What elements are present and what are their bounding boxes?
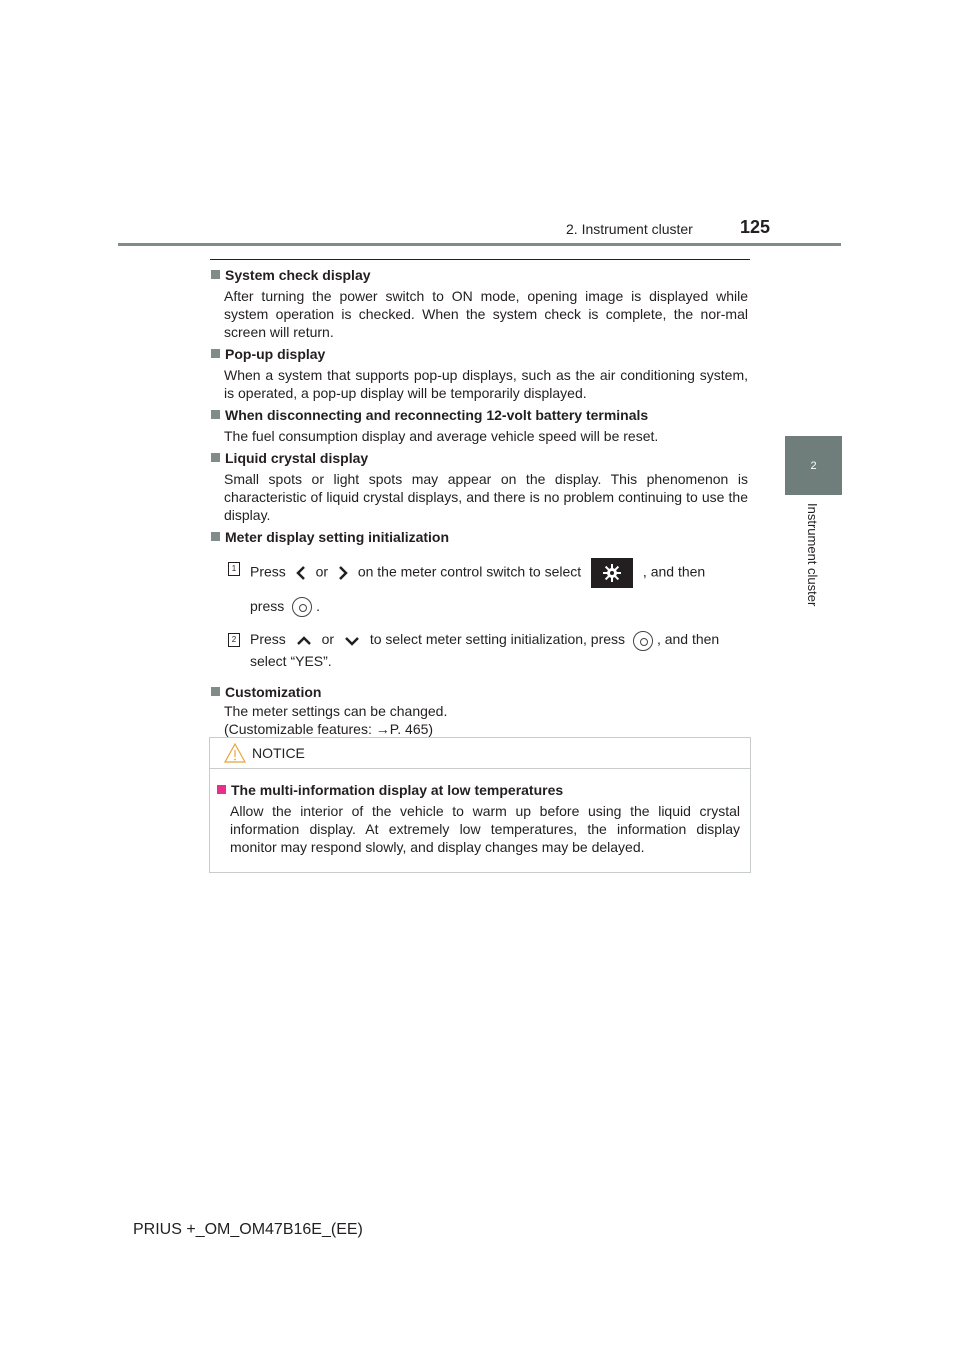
bullet-square-icon [211, 687, 220, 696]
step-2 [228, 629, 748, 670]
page-number: 125 [740, 217, 771, 237]
step-text: select “YES”. [250, 652, 332, 669]
step-1 [228, 558, 748, 617]
chevron-right-icon [338, 566, 348, 580]
step-text: , and then [642, 563, 706, 580]
enter-knob-icon [292, 597, 312, 617]
step-text: on the meter control switch to select [357, 563, 582, 580]
bullet-square-icon [217, 785, 226, 794]
section-body: When a system that supports pop-up displays, such as the air conditioning system, is operated, a pop-up display will be temporarily displayed. [224, 367, 748, 401]
section-heading: Pop-up display [225, 346, 326, 362]
section-battery [210, 406, 748, 445]
notice-header [210, 738, 750, 769]
step-text: . [316, 598, 321, 614]
customization-link[interactable]: (Customizable features: →P. 465) [224, 720, 434, 737]
section-heading: Customization [225, 683, 322, 700]
customization-text: The meter settings can be changed. [224, 702, 448, 719]
section-system-check [210, 266, 748, 341]
bullet-square-icon [211, 270, 220, 279]
notice-body-text: Allow the interior of the vehicle to warm up before using the liquid crystal information display. At extremely low temperatures, the information display monitor may respond slowly, and display changes may be delayed. [230, 803, 740, 855]
header-title: 2. Instrument cluster [566, 221, 693, 237]
chevron-down-icon [344, 636, 360, 646]
chevron-up-icon [296, 636, 312, 646]
chapter-side-label [802, 503, 822, 623]
section-body: After turning the power switch to ON mode, opening image is displayed while system operation is checked. When the system check is complete, the nor-mal screen will return. [224, 288, 748, 340]
section-heading: Liquid crystal display [225, 450, 369, 466]
section-body: Small spots or light spots may appear on the display. This phenomenon is characteristic of liquid crystal displays, and there is no problem continuing to use the display. [224, 471, 748, 523]
step-text: or [321, 631, 335, 648]
settings-gear-icon [591, 558, 633, 588]
bullet-square-icon [211, 410, 220, 419]
bullet-square-icon [211, 453, 220, 462]
chevron-left-icon [296, 566, 306, 580]
section-popup [210, 345, 748, 402]
notice-label: NOTICE [252, 745, 305, 761]
section-body: The fuel consumption display and average vehicle speed will be reset. [224, 428, 659, 444]
bullet-square-icon [211, 532, 220, 541]
footer-doc-id: PRIUS +_OM_OM47B16E_(EE) [133, 1221, 363, 1238]
step-text: Press [250, 563, 286, 580]
main-content [210, 266, 748, 742]
step-number: 1 [228, 562, 240, 576]
step-number: 2 [228, 633, 240, 647]
header-rule [118, 243, 841, 246]
section-meter-init [210, 528, 748, 671]
notice-heading: The multi-information display at low temperatures [231, 782, 564, 798]
bullet-square-icon [211, 349, 220, 358]
step-text: , and then [656, 631, 720, 648]
section-heading: System check display [225, 267, 371, 283]
section-heading: Meter display setting initialization [225, 529, 450, 545]
section-lcd [210, 449, 748, 524]
chapter-tab[interactable] [785, 436, 842, 495]
notice-box [209, 737, 751, 873]
step-text: or [315, 563, 329, 580]
enter-knob-icon [633, 631, 653, 651]
step-text: Press [250, 631, 286, 648]
section-heading: When disconnecting and reconnecting 12-volt battery terminals [225, 407, 649, 423]
section-customization [210, 683, 748, 738]
chapter-tab-number: 2 [810, 459, 817, 472]
content-rule [210, 259, 750, 260]
steps-list [228, 558, 748, 671]
chapter-side-label-text: Instrument cluster [805, 503, 820, 607]
step-text: press [250, 598, 285, 614]
warning-triangle-icon [224, 743, 246, 763]
step-text: to select meter setting initialization, press [369, 631, 626, 648]
